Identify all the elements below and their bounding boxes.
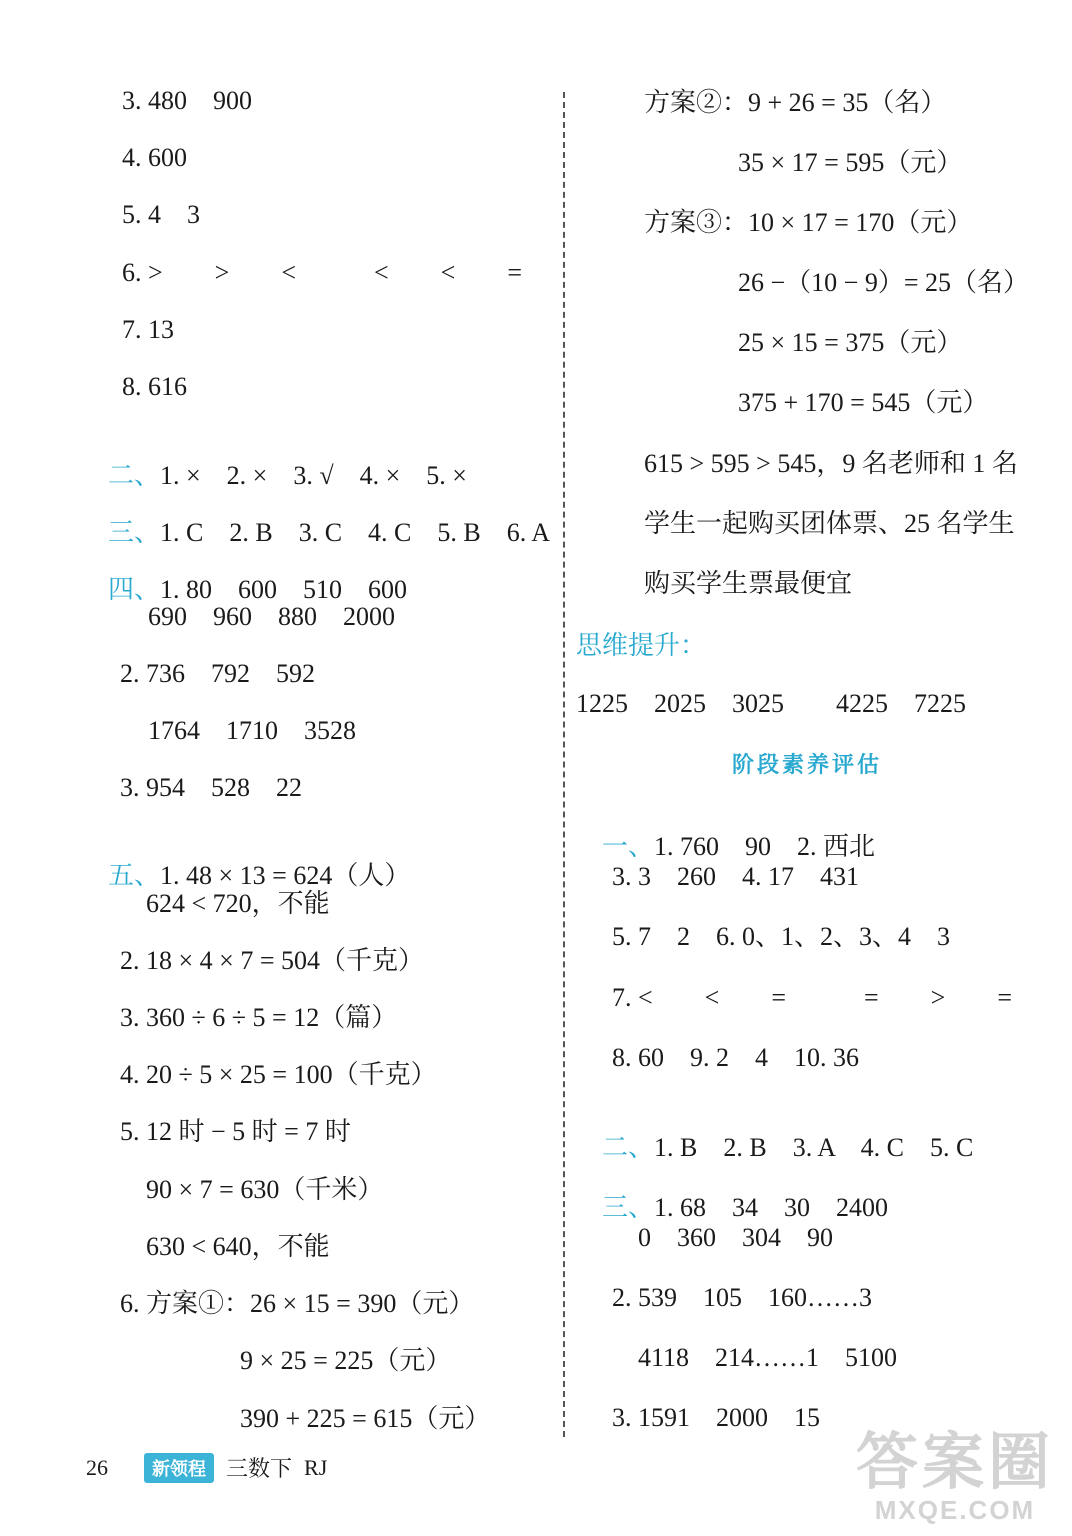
part-2-label: 二、 — [602, 1133, 655, 1162]
section-4-answers-2a: 2. 736 792 592 — [120, 659, 316, 688]
section-4-label: 四、 — [108, 575, 161, 604]
part-1-answers-b: 3. 3 260 4. 17 431 — [612, 862, 860, 891]
watermark-title: 答案圈 — [855, 1428, 1054, 1497]
brand-logo: 新领程 — [144, 1453, 214, 1483]
part-1-answers-c: 5. 7 2 6. 0、1、2、3、4 3 — [612, 922, 951, 951]
part-1-label: 一、 — [602, 832, 655, 861]
part-1-answers-d: 7. < < = = > = — [612, 983, 1012, 1012]
answer-3: 3. 480 900 — [122, 86, 253, 115]
section-5-label: 五、 — [108, 861, 161, 890]
section-3-label: 三、 — [108, 518, 161, 547]
section-5-answer-6b: 9 × 25 = 225（元） — [240, 1346, 452, 1375]
answer-4: 4. 600 — [122, 143, 187, 172]
answer-7: 7. 13 — [122, 315, 174, 344]
conclusion-line-1: 615 > 595 > 545，9 名老师和 1 名 — [644, 449, 1018, 478]
section-5-answer-2: 2. 18 × 4 × 7 = 504（千克） — [120, 946, 424, 975]
section-5-answer-5a: 5. 12 时 − 5 时 = 7 时 — [120, 1117, 351, 1146]
section-5-answer-6a: 6. 方案①：26 × 15 = 390（元） — [120, 1289, 475, 1318]
section-4-answers-3: 3. 954 528 22 — [120, 773, 303, 802]
conclusion-line-2: 学生一起购买团体票、25 名学生 — [644, 509, 1015, 538]
thinking-label: 思维提升： — [576, 631, 707, 660]
section-4-answers-2b: 1764 1710 3528 — [148, 716, 357, 745]
section-2-label: 二、 — [108, 461, 161, 490]
section-3-answers: 1. C 2. B 3. C 4. C 5. B 6. A — [160, 518, 551, 547]
part-3-label: 三、 — [602, 1193, 655, 1222]
watermark-url: MXQE.COM — [874, 1495, 1036, 1525]
page-footer — [86, 1452, 327, 1483]
part-3-answers-3: 3. 1591 2000 15 — [612, 1403, 821, 1432]
plan-2: 方案②：9 + 26 = 35（名） — [644, 88, 947, 117]
part-1-answers-e: 8. 60 9. 2 4 10. 36 — [612, 1043, 860, 1072]
answer-5: 5. 4 3 — [122, 200, 201, 229]
part-3-answers-2a: 2. 539 105 160……3 — [612, 1283, 873, 1312]
part-2-answers: 1. B 2. B 3. A 4. C 5. C — [654, 1133, 974, 1162]
part-1-answers-a: 1. 760 90 2. 西北 — [654, 832, 876, 861]
section-5-answer-3: 3. 360 ÷ 6 ÷ 5 = 12（篇） — [120, 1003, 398, 1032]
answer-6: 6. > > < < < = — [122, 258, 522, 287]
section-5-answer-1a: 1. 48 × 13 = 624（人） — [160, 861, 411, 890]
section-5-answer-6c: 390 + 225 = 615（元） — [240, 1404, 491, 1433]
section-2-answers: 1. × 2. × 3. √ 4. × 5. × — [160, 461, 467, 490]
watermark — [855, 1428, 1054, 1526]
part-3-answers-1b: 0 360 304 90 — [638, 1223, 834, 1252]
section-4-answers-1b: 690 960 880 2000 — [148, 602, 396, 631]
column-divider — [563, 92, 565, 1437]
conclusion-line-3: 购买学生票最便宜 — [644, 569, 853, 598]
section-4-answers-1a: 1. 80 600 510 600 — [160, 575, 408, 604]
plan-3: 方案③：10 × 17 = 170（元） — [644, 208, 973, 237]
plan-3-student-cost: 25 × 15 = 375（元） — [738, 328, 963, 357]
plan-3-students: 26 −（10 − 9）= 25（名） — [738, 268, 1029, 297]
part-3-answers-2b: 4118 214……1 5100 — [638, 1343, 898, 1372]
thinking-answers: 1225 2025 3025 4225 7225 — [576, 689, 967, 718]
book-edition: RJ — [304, 1454, 328, 1480]
part-3-answers-1a: 1. 68 34 30 2400 — [654, 1193, 889, 1222]
section-5-answer-5b: 90 × 7 = 630（千米） — [146, 1175, 384, 1204]
plan-2-cost: 35 × 17 = 595（元） — [738, 148, 963, 177]
book-subject: 三数下 — [226, 1456, 293, 1481]
plan-3-total: 375 + 170 = 545（元） — [738, 388, 989, 417]
section-5-answer-5c: 630 < 640，不能 — [146, 1232, 330, 1261]
stage-assessment-heading: 阶段素养评估 — [732, 752, 883, 777]
section-5-answer-4: 4. 20 ÷ 5 × 25 = 100（千克） — [120, 1060, 437, 1089]
section-5-answer-1b: 624 < 720，不能 — [146, 889, 330, 918]
page-number: 26 — [86, 1454, 108, 1480]
answer-8: 8. 616 — [122, 372, 187, 401]
